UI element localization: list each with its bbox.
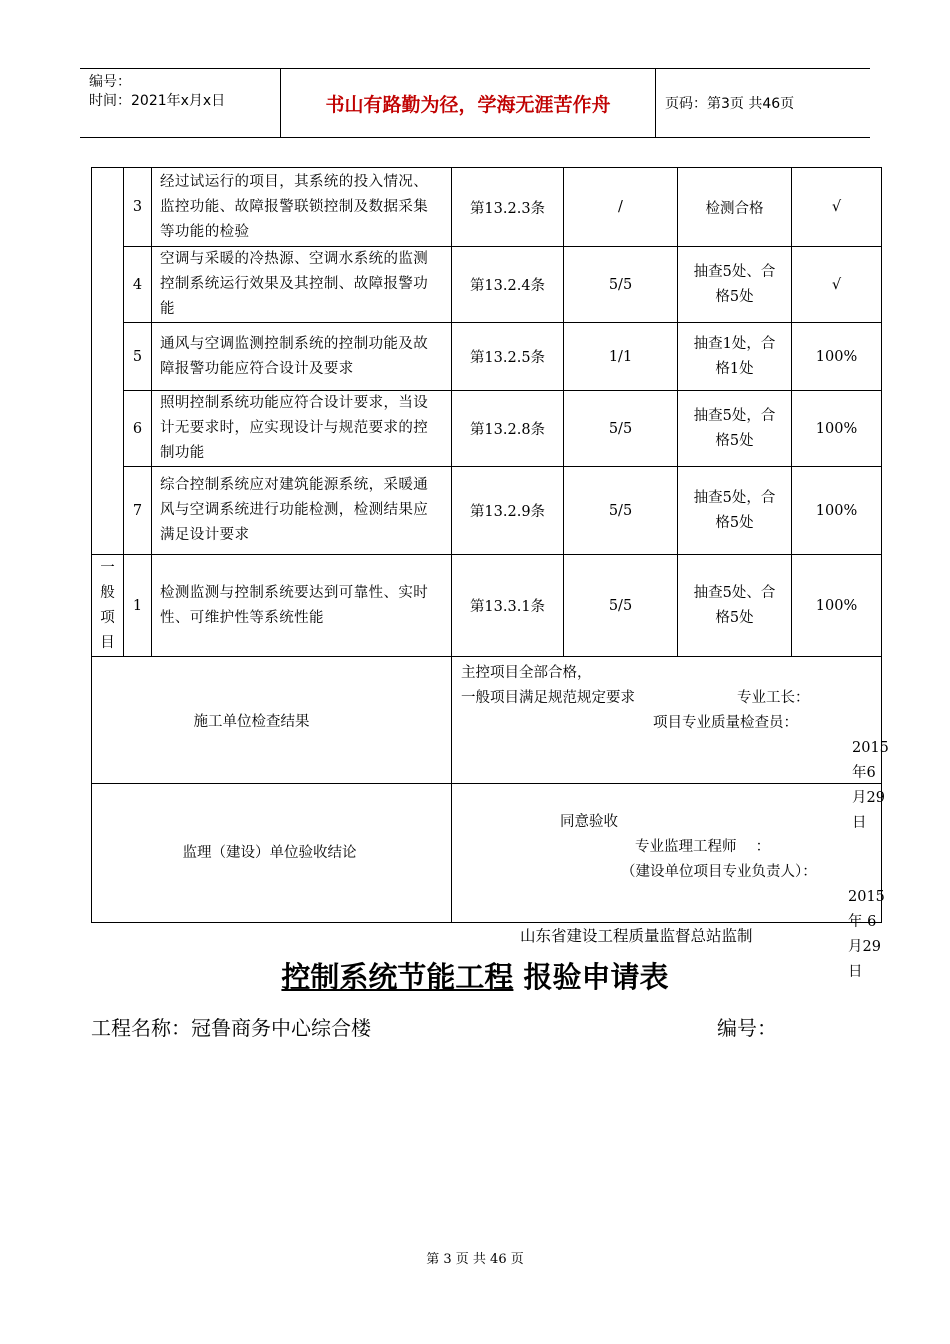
page-header (80, 68, 870, 138)
construction-line1: 主控项目全部合格， (461, 665, 592, 681)
header-page-info: 页码：第3页 共46页 (665, 96, 795, 112)
row-check: 抽查5处、合格5处 (678, 247, 792, 323)
group-cell-main (92, 168, 124, 555)
row-desc: 检测监测与控制系统要达到可靠性、实时性、可维护性等系统性能 (152, 555, 452, 657)
row-ratio: 5/5 (564, 467, 678, 555)
row-ratio: / (564, 168, 678, 247)
row-desc: 经过试运行的项目，其系统的投入情况、监控功能、故障报警联锁控制及数据采集等功能的检验 (152, 168, 452, 247)
construction-line2a: 一般项目满足规范规定要求 (461, 690, 635, 706)
construction-line3: 项目专业质量检查员： (653, 715, 798, 731)
form-title-underlined: 控制系统节能工程 (281, 960, 514, 994)
header-motto: 书山有路勤为径，学海无涯苦作舟 (281, 69, 656, 137)
row-desc: 通风与空调监测控制系统的控制功能及故障报警功能应符合设计及要求 (152, 323, 452, 391)
row-clause: 第13.2.5条 (452, 323, 564, 391)
construction-line2b: 专业工长： (737, 690, 810, 706)
time-label: 时间：2021年x月x日 (89, 93, 226, 109)
row-check: 抽查1处，合格1处 (678, 323, 792, 391)
row-no: 1 (124, 555, 152, 657)
row-no: 5 (124, 323, 152, 391)
row-check: 抽查5处，合格5处 (678, 391, 792, 467)
row-clause: 第13.2.3条 (452, 168, 564, 247)
row-desc: 空调与采暖的冷热源、空调水系统的监测控制系统运行效果及其控制、故障报警功能 (152, 247, 452, 323)
row-result: 100% (792, 467, 882, 555)
table-row (92, 168, 882, 247)
project-no: 编号： (717, 1016, 777, 1040)
row-ratio: 5/5 (564, 391, 678, 467)
group-label-general: 一般项目 (92, 555, 124, 657)
row-clause: 第13.3.1条 (452, 555, 564, 657)
project-name: 工程名称：冠鲁商务中心综合楼 (91, 1016, 371, 1040)
page-number: 第 3 页 共 46 页 (426, 1252, 524, 1267)
row-check: 检测合格 (678, 168, 792, 247)
issuing-org: 山东省建设工程质量监督总站监制 (520, 927, 753, 945)
row-ratio: 1/1 (564, 323, 678, 391)
row-result: 100% (792, 391, 882, 467)
table-row (92, 247, 882, 323)
form-title-rest: 报验申请表 (523, 960, 669, 994)
row-clause: 第13.2.8条 (452, 391, 564, 467)
row-result: √ (792, 168, 882, 247)
row-clause: 第13.2.9条 (452, 467, 564, 555)
row-no: 7 (124, 467, 152, 555)
construction-label: 施工单位检查结果 (92, 657, 452, 784)
table-row (92, 391, 882, 467)
row-no: 3 (124, 168, 152, 247)
row-result: 100% (792, 555, 882, 657)
supervision-label-text: 监理（建设）单位验收结论 (182, 844, 357, 861)
supervision-label (92, 784, 452, 923)
table-row (92, 467, 882, 555)
supervision-row (92, 784, 882, 923)
row-result: 100% (792, 323, 882, 391)
table-row (92, 323, 882, 391)
table-row (92, 555, 882, 657)
row-check: 抽查5处、合格5处 (678, 555, 792, 657)
row-clause: 第13.2.4条 (452, 247, 564, 323)
row-desc: 综合控制系统应对建筑能源系统，采暖通风与空调系统进行功能检测，检测结果应满足设计要求 (152, 467, 452, 555)
row-ratio: 5/5 (564, 247, 678, 323)
row-no: 6 (124, 391, 152, 467)
row-no: 4 (124, 247, 152, 323)
row-ratio: 5/5 (564, 555, 678, 657)
supervision-line3: （建设单位项目专业负责人）： (621, 864, 817, 880)
form-title (0, 955, 950, 996)
construction-row (92, 657, 882, 784)
supervision-line2: 专业监理工程师 ： (635, 839, 771, 855)
code-label: 编号： (89, 74, 131, 90)
row-desc: 照明控制系统功能应符合设计要求，当设计无要求时，应实现设计与规范要求的控制功能 (152, 391, 452, 467)
header-left (80, 69, 281, 137)
row-result: √ (792, 247, 882, 323)
supervision-line1: 同意验收 (560, 814, 618, 830)
construction-date: 2015年6月29日 (852, 740, 889, 831)
row-check: 抽查5处，合格5处 (678, 467, 792, 555)
supervision-date: 2015年 6月29日 (848, 889, 885, 980)
